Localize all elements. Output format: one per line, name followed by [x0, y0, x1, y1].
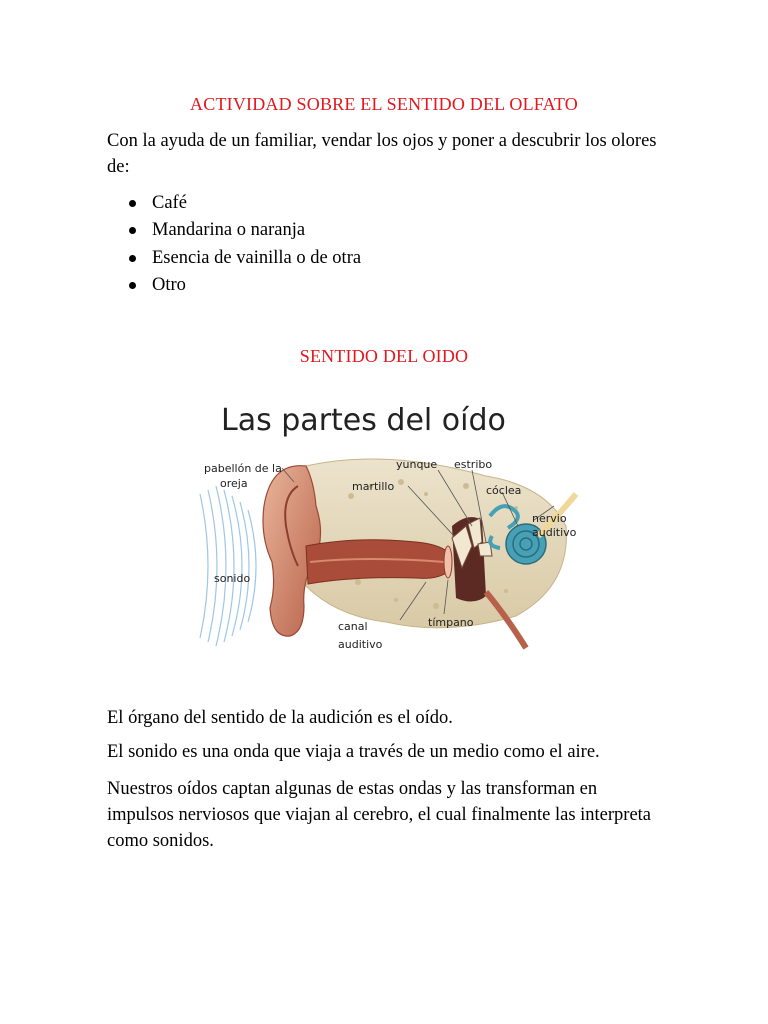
- label-timpano: tímpano: [428, 616, 474, 629]
- smell-activity-title: ACTIVIDAD SOBRE EL SENTIDO DEL OLFATO: [190, 94, 578, 114]
- hearing-paragraph-2: El sonido es una onda que viaja a través de un medio como el aire.: [107, 742, 600, 762]
- label-coclea: cóclea: [486, 484, 522, 497]
- smell-list: [107, 190, 361, 299]
- hearing-section-title: SENTIDO DEL OIDO: [299, 346, 469, 366]
- eardrum: [444, 546, 452, 578]
- label-sonido: sonido: [214, 572, 251, 585]
- label-canal-auditivo: auditivo: [338, 638, 383, 651]
- label-yunque: yunque: [396, 458, 438, 471]
- hearing-paragraph-3: Nuestros oídos captan algunas de estas ondas y las transforman en impulsos nerviosos que viajan al cerebro, el cual finalmente las interpreta como sonidos.: [107, 779, 652, 851]
- sound-waves: [200, 486, 256, 646]
- diagram-title: Las partes del oído: [221, 403, 506, 438]
- list-item: Café: [107, 190, 361, 217]
- label-canal: canal: [338, 620, 368, 633]
- label-nervio: nervio: [532, 512, 567, 525]
- smell-activity-intro: Con la ayuda de un familiar, vendar los ojos y poner a descubrir los olores de:: [107, 131, 657, 177]
- ear-canal: [306, 540, 448, 584]
- list-item: Mandarina o naranja: [107, 217, 361, 244]
- hearing-paragraph-1: El órgano del sentido de la audición es el oído.: [107, 708, 453, 728]
- label-martillo: martillo: [352, 480, 395, 493]
- label-pabellon: pabellón de la: [204, 462, 282, 475]
- ear-diagram: [186, 386, 596, 672]
- label-auditivo-nervio: auditivo: [532, 526, 577, 539]
- label-estribo: estribo: [454, 458, 493, 471]
- label-oreja: oreja: [220, 477, 248, 490]
- list-item: Esencia de vainilla o de otra: [107, 245, 361, 272]
- list-item: Otro: [107, 272, 361, 299]
